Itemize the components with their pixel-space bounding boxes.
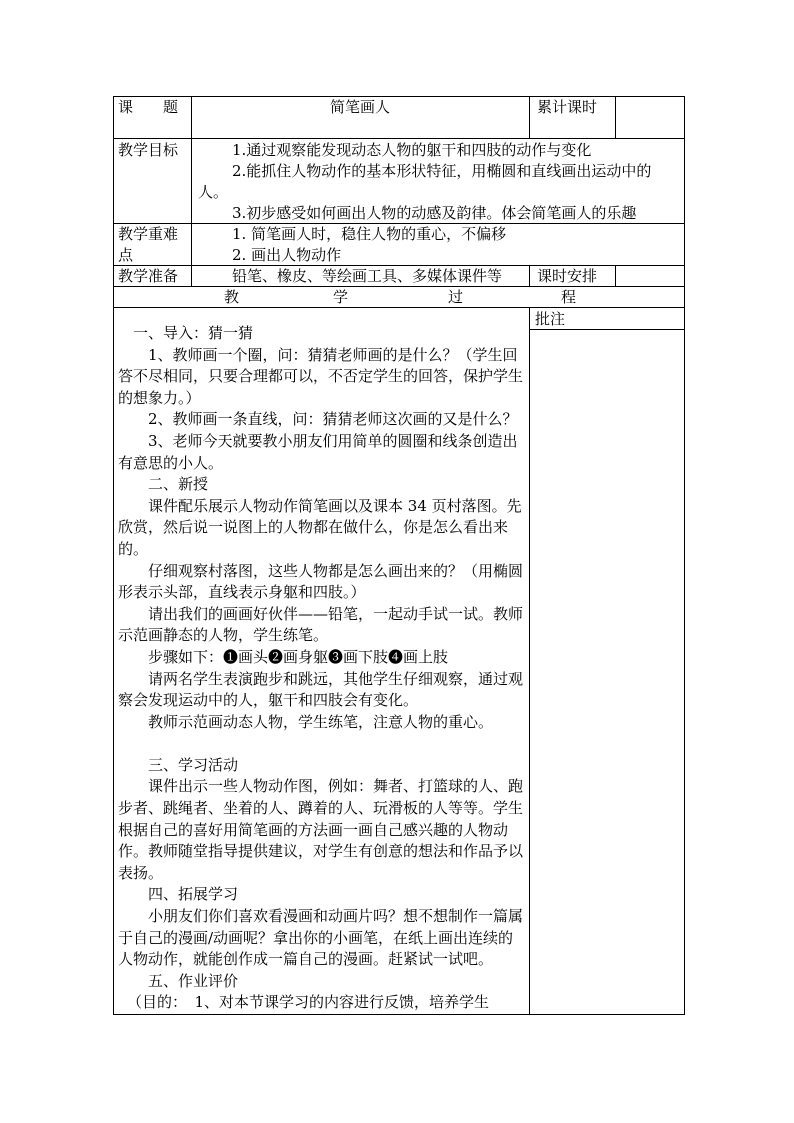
process-heading-char: 过 (448, 288, 464, 306)
goal-line: 3.初步感受如何画出人物的动感及韵律。体会简笔画人的乐趣 (232, 204, 637, 222)
key-point: 1. 简笔画人时，稳住人物的重心，不偏移 (232, 225, 507, 243)
schedule-label: 课时安排 (537, 267, 598, 285)
row-divider (113, 307, 685, 308)
notes-label: 批注 (535, 310, 566, 328)
col-divider (529, 265, 530, 286)
body-paragraph: 课件配乐展示人物动作简笔画以及课本 34 页村落图。先欣赏，然后说一说图上的人物都在做什么，你是怎么看出来的。 (118, 496, 522, 558)
body-paragraph: 步骤如下：❶画头❷画身躯❸画下肢❹画上肢 (148, 647, 449, 666)
col-divider (529, 96, 530, 138)
body-paragraph: 小朋友们你们喜欢看漫画和动画片吗？想不想制作一篇属于自己的漫画/动画呢？拿出你的小画笔，在纸上画出连续的人物动作，就能创作成一篇自己的漫画。赶紧试一试吧。 (118, 907, 524, 969)
body-paragraph: 请两名学生表演跑步和跳远，其他学生仔细观察，通过观察会发现运动中的人，躯干和四肢会有变化。 (118, 669, 524, 710)
body-paragraph: （目的： 1、对本节课学习的内容进行反馈，培养学生 (127, 993, 490, 1012)
subject-value: 简笔画人 (330, 98, 391, 116)
table-border-bottom (113, 1014, 685, 1015)
lesson-process-body (118, 323, 528, 1014)
col-divider (615, 96, 616, 138)
body-paragraph: 仔细观察村落图，这些人物都是怎么画出来的？（用椭圆形表示头部，直线表示身躯和四肢。） (118, 561, 524, 602)
table-border-top (113, 96, 685, 97)
key-point: 2. 画出人物动作 (232, 246, 342, 264)
body-paragraph: 一、导入：猜一猜 (118, 324, 254, 342)
body-paragraph: 1、教师画一个圈，问：猜猜老师画的是什么？（学生回答不尽相同，只要合理都可以，不否定学生的回答，保护学生的想象力。） (118, 345, 524, 407)
body-paragraph: 2、教师画一条直线，问：猜猜老师这次画的又是什么？ (148, 410, 518, 429)
goals-label: 教学目标 (118, 141, 179, 159)
row-divider (113, 286, 685, 287)
prep-value: 铅笔、橡皮、等绘画工具、多媒体课件等 (232, 267, 503, 285)
body-paragraph: 教师示范画动态人物，学生练笔，注意人物的重心。 (148, 712, 494, 731)
col-divider (615, 265, 616, 286)
table-border-right (684, 96, 685, 1014)
process-heading-char: 教 (224, 288, 240, 306)
body-paragraph: 五、作业评价 (148, 971, 239, 990)
body-paragraph: 课件出示一些人物动作图，例如：舞者、打篮球的人、跑步者、跳绳者、坐着的人、蹲着的人、玩滑板的人等等。学生根据自己的喜好用简笔画的方法画一画自己感兴趣的人物动作。教师随堂指导提供建议，对学生有创意的想法和作品予以表扬。 (118, 777, 524, 882)
subject-label: 课 题 (118, 98, 179, 116)
col-divider (191, 96, 192, 286)
body-paragraph: 三、学习活动 (148, 755, 239, 774)
process-heading-char: 程 (561, 288, 577, 306)
table-border-left (113, 96, 114, 1014)
notes-col-divider (529, 307, 530, 1014)
body-paragraph: 二、新授 (148, 475, 209, 494)
body-paragraph: 3、老师今天就要教小朋友们用简单的圆圈和线条创造出有意思的小人。 (118, 431, 518, 472)
body-paragraph: 四、拓展学习 (148, 885, 239, 904)
row-divider (113, 138, 685, 139)
goal-line: 人。 (198, 183, 229, 201)
cumulative-hours-label: 累计课时 (537, 98, 598, 116)
body-paragraph: 请出我们的画画好伙伴——铅笔，一起动手试一试。教师示范画静态的人物，学生练笔。 (118, 604, 524, 645)
key-points-label: 教学重难 (118, 225, 179, 243)
key-points-label-cont: 点 (118, 246, 134, 264)
goal-line: 2.能抓住人物动作的基本形状特征，用椭圆和直线画出运动中的 (232, 162, 652, 180)
notes-divider (529, 329, 685, 330)
prep-label: 教学准备 (118, 267, 179, 285)
goal-line: 1.通过观察能发现动态人物的躯干和四肢的动作与变化 (232, 141, 592, 159)
blank-line (118, 733, 528, 755)
process-heading-char: 学 (333, 288, 349, 306)
